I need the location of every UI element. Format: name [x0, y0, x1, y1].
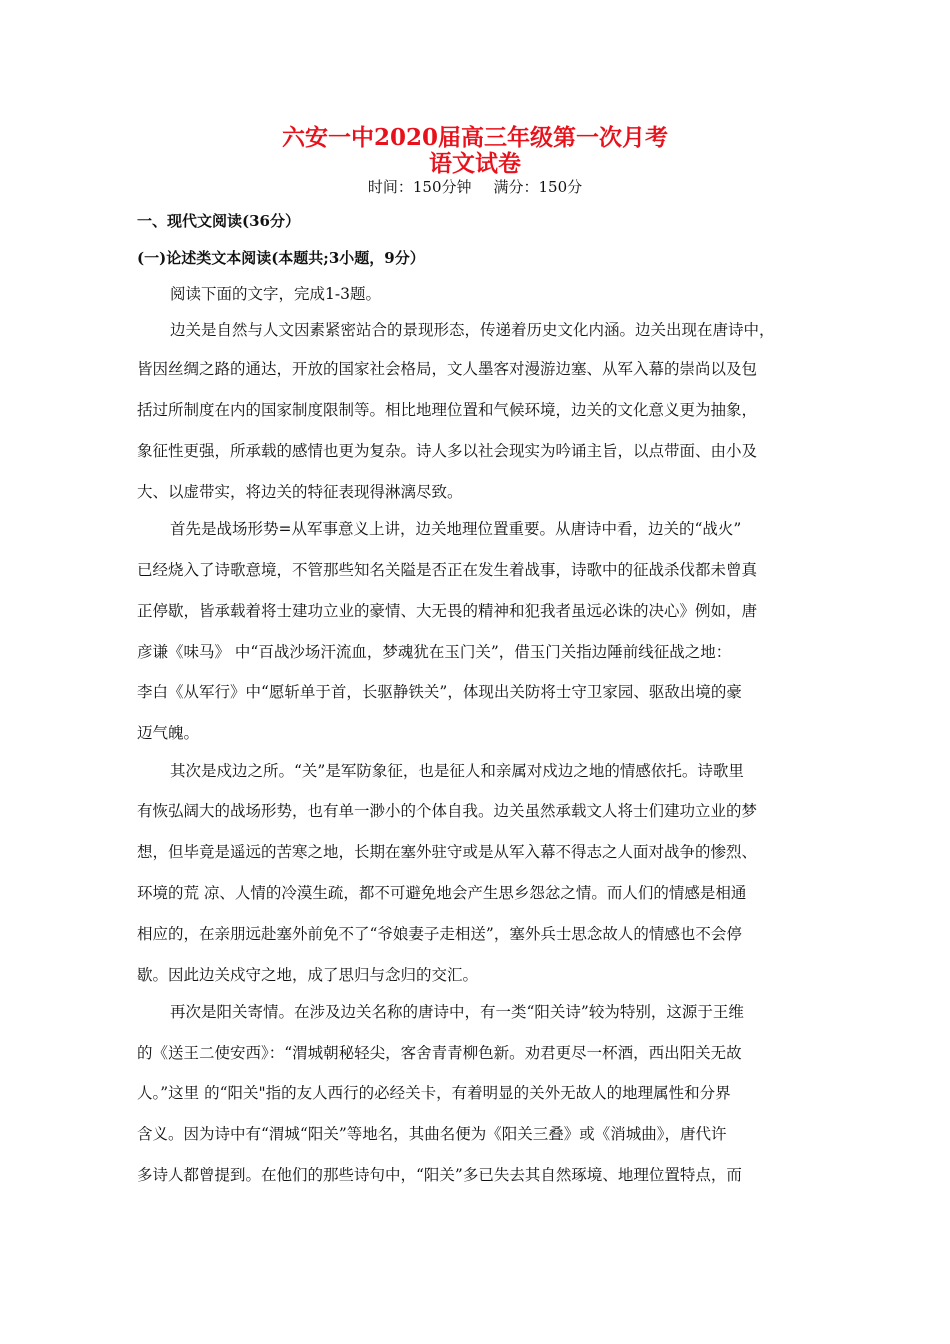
text-line: 李白《从军行》中“愿斩单于首，长驱静铁关”，体现出关防将士守卫家园、驱敌出境的豪 [137, 683, 742, 701]
text-line: 有恢弘阔大的战场形势，也有单一渺小的个体自我。边关虽然承载文人将士们建功立业的梦 [137, 802, 758, 820]
text-line: 皆因丝绸之路的通达，开放的国家社会格局，文人墨客对漫游边塞、从军入幕的崇尚以及包 [137, 360, 758, 378]
text-line: 人。”这里 的“阳关"指的友人西行的必经关卡，有着明显的关外无故人的地理属性和分界 [137, 1084, 731, 1102]
exam-meta [0, 176, 950, 198]
text-line: 再次是阳关寄情。在涉及边关名称的唐诗中，有一类“阳关诗”较为特别，这源于王维 [170, 1003, 744, 1021]
section-heading: 一、现代文阅读(36分） [137, 212, 300, 230]
text-line: 含义。因为诗中有“渭城“阳关”等地名，其曲名便为《阳关三叠》或《消城曲》，唐代许 [137, 1125, 727, 1143]
text-line: 环境的荒 凉、人情的冷漠生疏，都不可避免地会产生思乡怨忿之情。而人们的情感是相通 [137, 884, 747, 902]
text-line: 想，但毕竟是遥远的苦寒之地，长期在塞外驻守或是从军入幕不得志之人面对战争的惨烈、 [137, 843, 758, 861]
exam-time: 时间：150分钟 [367, 178, 472, 196]
text-line: 迈气魄。 [137, 724, 200, 742]
text-line: 的《送王二使安西》：“渭城朝秘轻尖，客舍青青柳色新。劝君更尽一杯酒，西出阳关无故 [137, 1044, 742, 1062]
text-line: 边关是自然与人文因素紧密站合的景现形态，传递着历史文化内涵。边关出现在唐诗中， [170, 321, 775, 339]
exam-score: 满分：150分 [493, 178, 583, 196]
exam-subject-title: 语文试卷 [429, 150, 521, 177]
text-line: 彦谦《味马》 中“百战沙场汗流血，梦魂犹在玉门关”，借玉门关指边陲前线征战之地： [137, 643, 732, 661]
text-line: 其次是戍边之所。“关”是军防象征，也是征人和亲属对戍边之地的情感依托。诗歌里 [170, 762, 744, 780]
text-line: 首先是战场形势=从军事意义上讲，边关地理位置重要。从唐诗中看，边关的“战火” [170, 520, 742, 538]
text-line: 已经烧入了诗歌意境，不管那些知名关隘是否正在发生着战事，诗歌中的征战杀伐都未曾真 [137, 561, 758, 579]
text-line: 相应的，在亲朋远赴塞外前免不了“爷娘妻子走相送”，塞外兵士思念故人的情感也不会停 [137, 925, 742, 943]
exam-title: 六安一中2020届高三年级第一次月考 [281, 124, 668, 151]
subsection-heading: (一)论述类文本阅读(本题共;3小题，9分） [137, 249, 425, 267]
text-line: 多诗人都曾提到。在他们的那些诗句中，“阳关”多已失去其自然琢境、地理位置特点，而 [137, 1166, 742, 1184]
text-line: 阅读下面的文字，完成1-3题。 [170, 285, 381, 303]
text-line: 歇。因此边关戍守之地，成了思归与念归的交汇。 [137, 966, 479, 984]
text-line: 正停歇，皆承载着将士建功立业的豪情、大无畏的精神和犯我者虽远必诛的决心》例如，唐 [137, 602, 758, 620]
text-line: 括过所制度在内的国家制度限制等。相比地理位置和气候环境，边关的文化意义更为抽象， [137, 401, 758, 419]
text-line: 象征性更强，所承载的感情也更为复杂。诗人多以社会现实为吟诵主旨，以点带面、由小及 [137, 442, 758, 460]
text-line: 大、以虚带实，将边关的特征表现得淋漓尽致。 [137, 483, 463, 501]
